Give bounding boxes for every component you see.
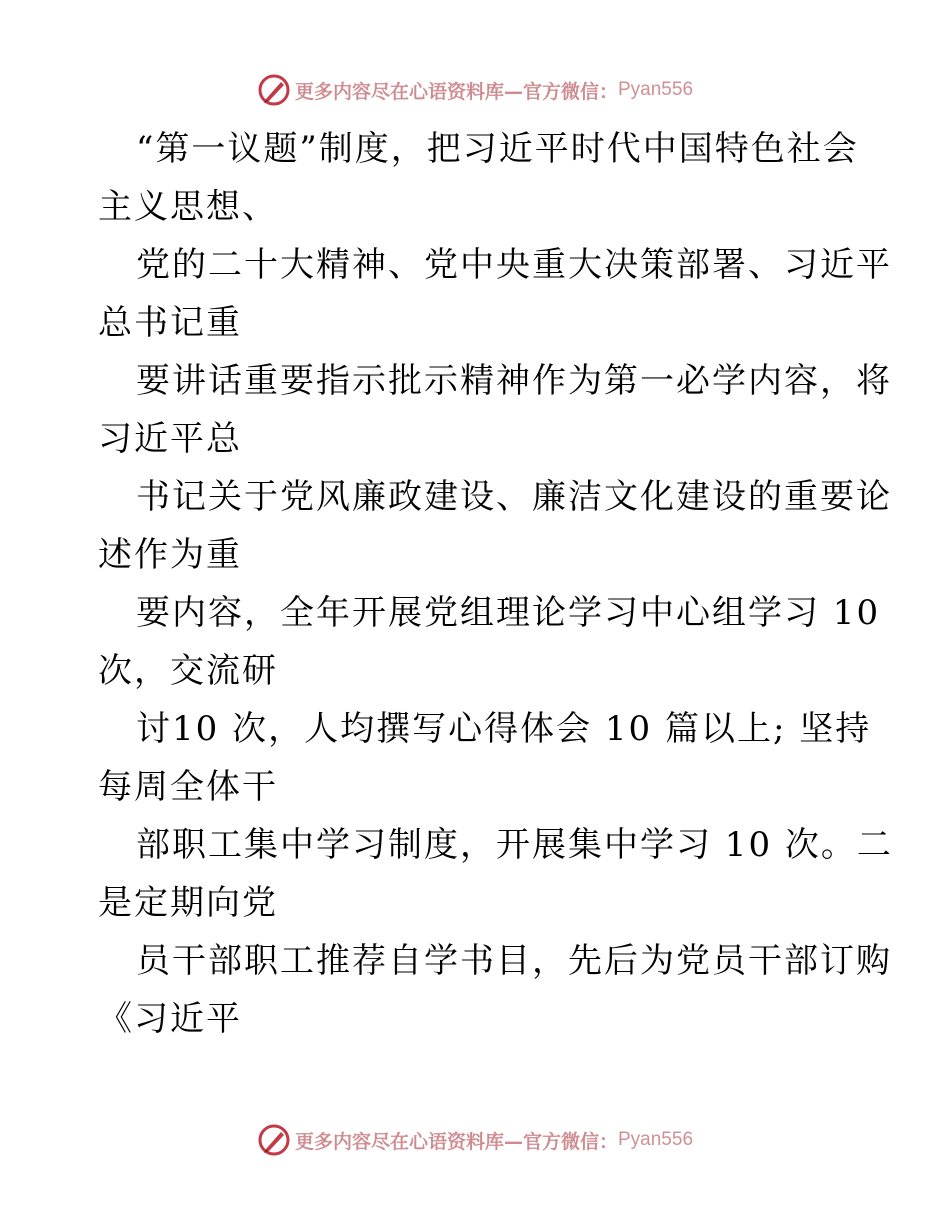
body-line: 述作为重 (98, 535, 242, 575)
body-line: 部职工集中学习制度，开展集中学习 10 次。二 (136, 825, 893, 865)
header-banner-text: 更多内容尽在心语资料库—官方微信： (294, 80, 618, 103)
footer-banner-id: Pyan556 (618, 1129, 694, 1150)
body-line: 《习近平 (98, 999, 242, 1039)
body-line: 要讲话重要指示批示精神作为第一必学内容，将 (136, 361, 892, 401)
body-line: 每周全体干 (98, 767, 278, 807)
body-line: 党的二十大精神、党中央重大决策部署、习近平 (136, 245, 892, 285)
body-line: 员干部职工推荐自学书目，先后为党员干部订购 (136, 941, 892, 981)
body-line: 要内容，全年开展党组理论学习中心组学习 10 (136, 593, 881, 633)
body-line: 次，交流研 (98, 651, 278, 691)
body-line: 习近平总 (98, 419, 242, 459)
header-watermark (0, 70, 950, 110)
body-line: 主义思想、 (98, 187, 278, 227)
pen-logo-icon (257, 73, 291, 107)
body-line: “第一议题”制度，把习近平时代中国特色社会 (136, 129, 859, 169)
body-line: 讨10 次，人均撰写心得体会 10 篇以上; 坚持 (136, 709, 872, 749)
header-banner-id: Pyan556 (618, 79, 694, 100)
footer-banner-text: 更多内容尽在心语资料库—官方微信： (294, 1130, 618, 1153)
pen-logo-icon (257, 1123, 291, 1157)
body-line: 书记关于党风廉政建设、廉洁文化建设的重要论 (136, 477, 892, 517)
body-line: 总书记重 (98, 303, 242, 343)
body-line: 是定期向党 (98, 883, 278, 923)
footer-watermark (0, 1120, 950, 1160)
document-body (98, 120, 893, 1048)
